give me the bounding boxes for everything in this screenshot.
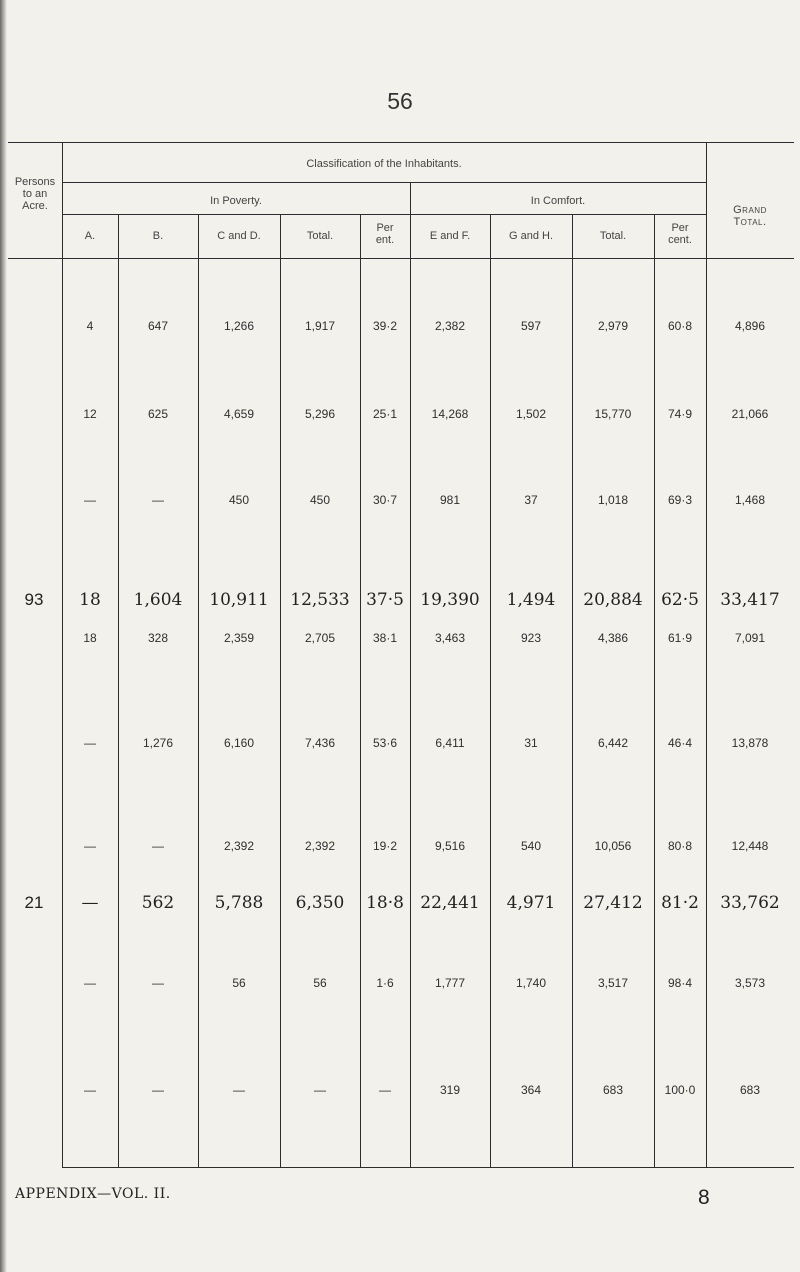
table-cell: 56 — [313, 976, 327, 990]
table-cell: 10,911 — [209, 590, 269, 610]
table-cell: — — [84, 976, 96, 990]
table-cell: 31 — [524, 736, 538, 750]
table-cell: 2,359 — [223, 631, 255, 645]
table-cell: 1,266 — [223, 319, 255, 333]
table-cell: 6,411 — [435, 736, 465, 750]
column-header-5: Per ent. — [375, 222, 395, 246]
persons-per-acre-value: 93 — [24, 590, 44, 609]
table-cell: — — [152, 976, 164, 990]
column-divider-5 — [410, 214, 411, 1168]
table-cell: 19·2 — [372, 839, 398, 853]
table-cell: 37 — [524, 493, 538, 507]
table-cell: 6,160 — [223, 736, 255, 750]
footer-appendix-label: APPENDIX—VOL. II. — [15, 1186, 171, 1202]
in-poverty-header: In Poverty. — [210, 195, 262, 207]
table-cell: 5,296 — [304, 407, 336, 421]
table-cell: 100·0 — [664, 1083, 696, 1097]
table-cell: 2,705 — [304, 631, 336, 645]
table-cell: 27,412 — [583, 893, 643, 913]
table-cell: 1·6 — [376, 976, 394, 990]
table-cell: 1,502 — [515, 407, 547, 421]
table-cell: 597 — [520, 319, 542, 333]
table-cell: 6,442 — [597, 736, 629, 750]
table-cell: 62·5 — [661, 590, 699, 610]
page-number: 56 — [387, 88, 413, 114]
table-cell: 13,878 — [731, 736, 769, 750]
classification-header: Classification of the Inhabitants. — [306, 158, 462, 170]
table-cell: 80·8 — [667, 839, 693, 853]
column-divider-7 — [572, 214, 573, 1168]
table-cell: 21,066 — [731, 407, 769, 421]
table-cell: 12 — [83, 407, 97, 421]
in-comfort-header: In Comfort. — [530, 195, 586, 207]
table-cell: 69·3 — [667, 493, 693, 507]
table-cell: 683 — [739, 1083, 761, 1097]
column-header-3: C and D. — [217, 230, 261, 242]
column-divider-3 — [280, 214, 281, 1168]
table-cell: 4,386 — [597, 631, 629, 645]
table-cell: 53·6 — [372, 736, 398, 750]
table-cell: 18·8 — [366, 893, 404, 913]
table-bottom-rule — [62, 1167, 794, 1168]
subheader-rule — [62, 214, 706, 215]
table-cell: 37·5 — [366, 590, 404, 610]
table-cell: 81·2 — [661, 893, 699, 913]
footer-signature-mark: 8 — [698, 1186, 710, 1209]
grand-total-header: Grand Total. — [733, 204, 767, 228]
table-cell: 1,740 — [515, 976, 547, 990]
table-cell: 4,971 — [506, 893, 556, 913]
column-divider-8 — [654, 214, 655, 1168]
table-cell: 319 — [439, 1083, 461, 1097]
table-cell: 3,463 — [434, 631, 466, 645]
column-header-9: Per cent. — [668, 222, 692, 246]
table-cell: — — [84, 839, 96, 853]
table-cell: 683 — [602, 1083, 624, 1097]
classification-rule — [62, 182, 706, 183]
column-divider-4 — [360, 214, 361, 1168]
table-cell: 981 — [439, 493, 461, 507]
table-cell: 4 — [86, 319, 94, 333]
table-cell: 12,533 — [290, 590, 350, 610]
column-header-6: E and F. — [429, 230, 471, 242]
table-cell: — — [152, 839, 164, 853]
table-cell: 450 — [309, 493, 331, 507]
table-cell: 3,517 — [597, 976, 629, 990]
table-cell: 1,777 — [434, 976, 466, 990]
table-cell: — — [152, 493, 164, 507]
table-cell: 33,417 — [720, 590, 780, 610]
persons-per-acre-header: Persons to an Acre. — [14, 176, 56, 212]
table-cell: 74·9 — [667, 407, 693, 421]
table-cell: 1,276 — [142, 736, 174, 750]
table-cell: 2,392 — [223, 839, 255, 853]
table-cell: 1,018 — [597, 493, 629, 507]
table-cell: 1,604 — [133, 590, 183, 610]
column-divider-6 — [490, 214, 491, 1168]
table-cell: 12,448 — [731, 839, 769, 853]
table-cell: — — [152, 1083, 164, 1097]
table-cell: 1,917 — [304, 319, 336, 333]
table-cell: — — [379, 1083, 391, 1097]
table-cell: 10,056 — [594, 839, 632, 853]
column-divider-2 — [198, 214, 199, 1168]
column-header-1: A. — [84, 230, 96, 242]
table-cell: — — [84, 736, 96, 750]
table-cell: 1,468 — [734, 493, 766, 507]
table-cell: 923 — [520, 631, 542, 645]
table-cell: 46·4 — [667, 736, 693, 750]
table-cell: 4,896 — [734, 319, 766, 333]
table-cell: 328 — [147, 631, 169, 645]
table-cell: — — [84, 493, 96, 507]
table-cell: 39·2 — [372, 319, 398, 333]
table-cell: 625 — [147, 407, 169, 421]
table-cell: — — [81, 893, 99, 913]
table-cell: 7,091 — [734, 631, 766, 645]
table-cell: 18 — [83, 631, 97, 645]
table-cell: 25·1 — [372, 407, 398, 421]
table-cell: — — [233, 1083, 245, 1097]
table-cell: — — [84, 1083, 96, 1097]
table-cell: 6,350 — [295, 893, 345, 913]
table-cell: 30·7 — [372, 493, 398, 507]
table-cell: — — [314, 1083, 326, 1097]
table-cell: 9,516 — [434, 839, 466, 853]
table-cell: 60·8 — [667, 319, 693, 333]
column-header-7: G and H. — [508, 230, 554, 242]
table-cell: 19,390 — [420, 590, 480, 610]
grand-total-divider — [706, 142, 707, 1168]
table-cell: 38·1 — [372, 631, 398, 645]
table-cell: 647 — [147, 319, 169, 333]
column-divider-1 — [118, 214, 119, 1168]
table-top-rule — [8, 142, 794, 143]
persons-per-acre-value: 21 — [24, 893, 44, 912]
column-header-2: B. — [152, 230, 164, 242]
table-cell: 450 — [228, 493, 250, 507]
table-cell: 4,659 — [223, 407, 255, 421]
table-cell: 18 — [79, 590, 101, 610]
column-header-8: Total. — [599, 230, 627, 242]
table-cell: 562 — [141, 893, 175, 913]
table-cell: 5,788 — [214, 893, 264, 913]
page-binding-shadow — [0, 0, 7, 1272]
table-cell: 540 — [520, 839, 542, 853]
table-cell: 33,762 — [720, 893, 780, 913]
persons-column-divider — [62, 142, 63, 1168]
table-cell: 2,979 — [597, 319, 629, 333]
table-cell: 22,441 — [420, 893, 480, 913]
table-cell: 56 — [232, 976, 246, 990]
table-cell: 14,268 — [431, 407, 469, 421]
table-cell: 20,884 — [583, 590, 643, 610]
table-cell: 7,436 — [304, 736, 336, 750]
header-bottom-rule — [8, 258, 794, 259]
table-cell: 2,392 — [304, 839, 336, 853]
table-cell: 61·9 — [667, 631, 693, 645]
table-cell: 2,382 — [434, 319, 466, 333]
column-header-4: Total. — [306, 230, 334, 242]
table-cell: 15,770 — [594, 407, 632, 421]
table-cell: 364 — [520, 1083, 542, 1097]
table-cell: 98·4 — [667, 976, 693, 990]
table-cell: 3,573 — [734, 976, 766, 990]
table-cell: 1,494 — [506, 590, 556, 610]
